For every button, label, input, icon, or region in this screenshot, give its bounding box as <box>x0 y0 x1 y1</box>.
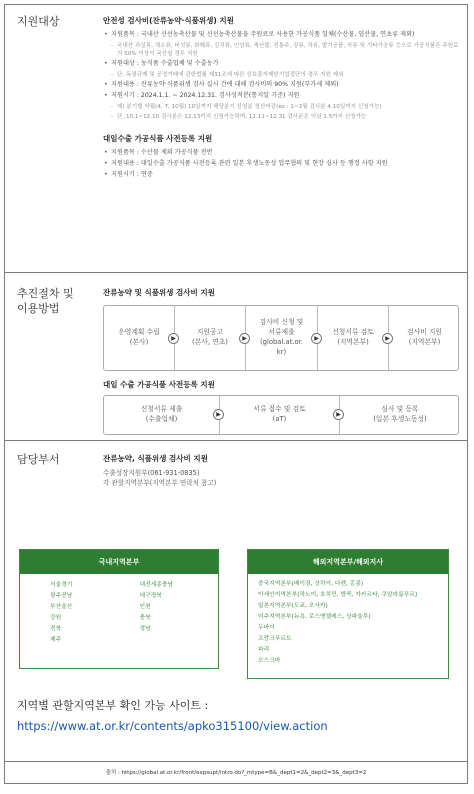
arrow-right-icon: ▶ <box>239 333 250 344</box>
arrow-right-icon: ▶ <box>311 333 322 344</box>
office-item: 부산울산 <box>50 604 73 610</box>
flow2-step: 신청서류 제출 (수출업체) <box>104 396 220 434</box>
office-item: 프랑크푸르트 <box>258 636 292 642</box>
bullet-jp-period: • 지원시기 : 연중 <box>103 171 459 180</box>
arrow-right-icon: ▶ <box>333 409 344 420</box>
office-item: 광주전남 <box>50 593 73 599</box>
bullet-support-period: • 지원시기 : 2024.1.1. ~ 2024.12.31. 검사성적분(통지일 기준) 지원 <box>103 92 459 101</box>
flow1-step: 지원공고 (본사, 연초) <box>175 306 246 370</box>
department-title: 잔류농약, 식품위생 검사비 지원 <box>103 454 208 463</box>
office-item: 전북 <box>50 626 62 632</box>
contact-regional: 각 관할지역본부(지역본부 연락처 참고) <box>103 478 217 487</box>
safety-inspection-title: 안전성 검사비(잔류농약·식품위생) 지원 <box>103 16 234 25</box>
flow1-diagram <box>103 305 459 371</box>
japan-registration-title: 대일수출 가공식품 사전등록 지원 <box>103 134 213 144</box>
domestic-offices-card <box>19 549 219 669</box>
support-content <box>103 15 459 182</box>
office-item: 서울경기 <box>50 582 73 588</box>
department-label: 담당부서 <box>17 453 60 466</box>
department-contacts <box>103 469 216 489</box>
flow1-step: 신청서류 검토 (지역본부) <box>318 306 389 370</box>
domestic-card-title: 국내지역본부 <box>20 550 218 574</box>
procedure-label: 추진절차 및 이용방법 <box>17 287 74 315</box>
office-item: 중국지역본부(베이징, 상하이, 다롄, 홍콩) <box>258 581 364 587</box>
sub-note-target: - 단, 독점규제 및 공정거래에 관한법률 제31조에 따른 상호출자제한기업집단의 경우 지원 제외 <box>103 71 459 79</box>
arrow-right-icon: ▶ <box>382 333 393 344</box>
support-label: 지원대상 <box>17 15 60 28</box>
office-item: 일본지역본부(도쿄, 오사카) <box>258 603 328 609</box>
flow1-step: 운영계획 수립 (본사) <box>104 306 175 370</box>
source-footer <box>5 761 467 783</box>
bullet-jp-content: • 지원내용 : 대일수출 가공식품 사전등록 관련 일본 후생노동성 업무협의 및 현장 심사 등 행정 사항 지원 <box>103 160 459 169</box>
office-item: 대구경북 <box>139 593 162 599</box>
office-item: 충북 <box>139 615 151 621</box>
office-item: 두바이 <box>258 625 275 631</box>
source-text: 출처 : https://global.at.or.kr/front/expsupt/intro.do?_mtype=B&_dept1=2&_dept2=3&_dept3=2 <box>105 770 367 776</box>
domestic-card-body <box>20 574 218 652</box>
flow1-step: 검사비 지원 (지역본부) <box>407 328 442 346</box>
office-item: 제주 <box>50 637 62 643</box>
bullet-support-content: • 지원내용 : 잔류농약·식품위생 검사 실시 건에 대해 검사비의 90% 지원(부가세 제외) <box>103 81 459 90</box>
sub-note-period-1: - 예) 분기별 익월(4, 7, 10월) 10일까지 해당분기 신청분 청산마감(ex : 1~3월 검사분 4.10일까지 신청가능) <box>103 103 459 111</box>
flow2-diagram <box>103 395 459 435</box>
office-item: 아세안지역본부(하노이, 호치민, 방콕, 자카르타, 쿠알라룸푸르) <box>258 592 418 598</box>
sub-note-items: - 국내산 과실류, 채소류, 버섯류, 화훼류, 김치류, 인삼류, 축산물, 전통주, 장류, 차류, 발가공품, 곡류 및 기타가공류 등으로 가공식품은 주원료의 50% 이상이 국산일 경우 지원 <box>103 42 459 58</box>
domestic-col-left <box>28 580 121 646</box>
office-item: 인천 <box>139 604 151 610</box>
flow1-step: 검사비 신청 및 서류제출 (global.at.or. kr) <box>246 306 318 370</box>
sub-note-period-2: - 단, 10.1~12.10 검사분은 12.13까지 신청가능하며, 12.11~12.31 검사분은 익년 1.5까지 신청가능 <box>103 113 459 121</box>
office-item: 파리 <box>258 647 270 653</box>
office-item: 모스크바 <box>258 658 281 664</box>
office-item: 강원 <box>50 615 62 621</box>
overseas-card-title: 해외지역본부/해외지사 <box>248 550 448 574</box>
regional-note: 지역별 관할지역본부 확인 가능 사이트 : <box>17 699 209 712</box>
office-item: 대전세종충남 <box>139 582 174 588</box>
procedure-section <box>5 273 467 441</box>
overseas-offices-card <box>247 549 449 679</box>
office-item: 경남 <box>139 626 151 632</box>
contact-main: 수출성장지원부(061-931-0835) <box>103 469 200 477</box>
office-item: 미주지역본부(뉴욕, 로스앤젤레스, 상파울루) <box>258 614 371 620</box>
flow2-title: 대일 수출 가공식품 사전등록 지원 <box>103 380 215 389</box>
arrow-right-icon: ▶ <box>213 409 224 420</box>
flow1-title: 잔류농약 및 식품위생 검사비 지원 <box>103 288 215 297</box>
support-section <box>5 5 467 273</box>
bullet-support-target: • 지원대상 : 농식품 수출업체 및 수출농가 <box>103 60 459 69</box>
flow2-step: 서류 접수 및 검토 (aT) <box>220 396 340 434</box>
arrow-right-icon: ▶ <box>168 333 179 344</box>
regional-office-link[interactable]: https://www.at.or.kr/contents/apko315100/view.action <box>17 719 328 733</box>
flow2-step: 심사 및 등록 (일본 후생노동성) <box>373 405 427 423</box>
bullet-support-items: • 지원품목 : 국내산 신선농축산물 및 신선농축산물을 주원료로 사용한 가공식품 일체(수산물, 임산물, 연초류 제외) <box>103 31 459 40</box>
department-section <box>5 441 467 693</box>
overseas-card-body <box>248 574 448 672</box>
domestic-col-right <box>121 580 210 646</box>
bullet-jp-items: • 지원품목 : 수산물 제외 가공식품 전반 <box>103 149 459 158</box>
document-frame <box>4 4 468 784</box>
